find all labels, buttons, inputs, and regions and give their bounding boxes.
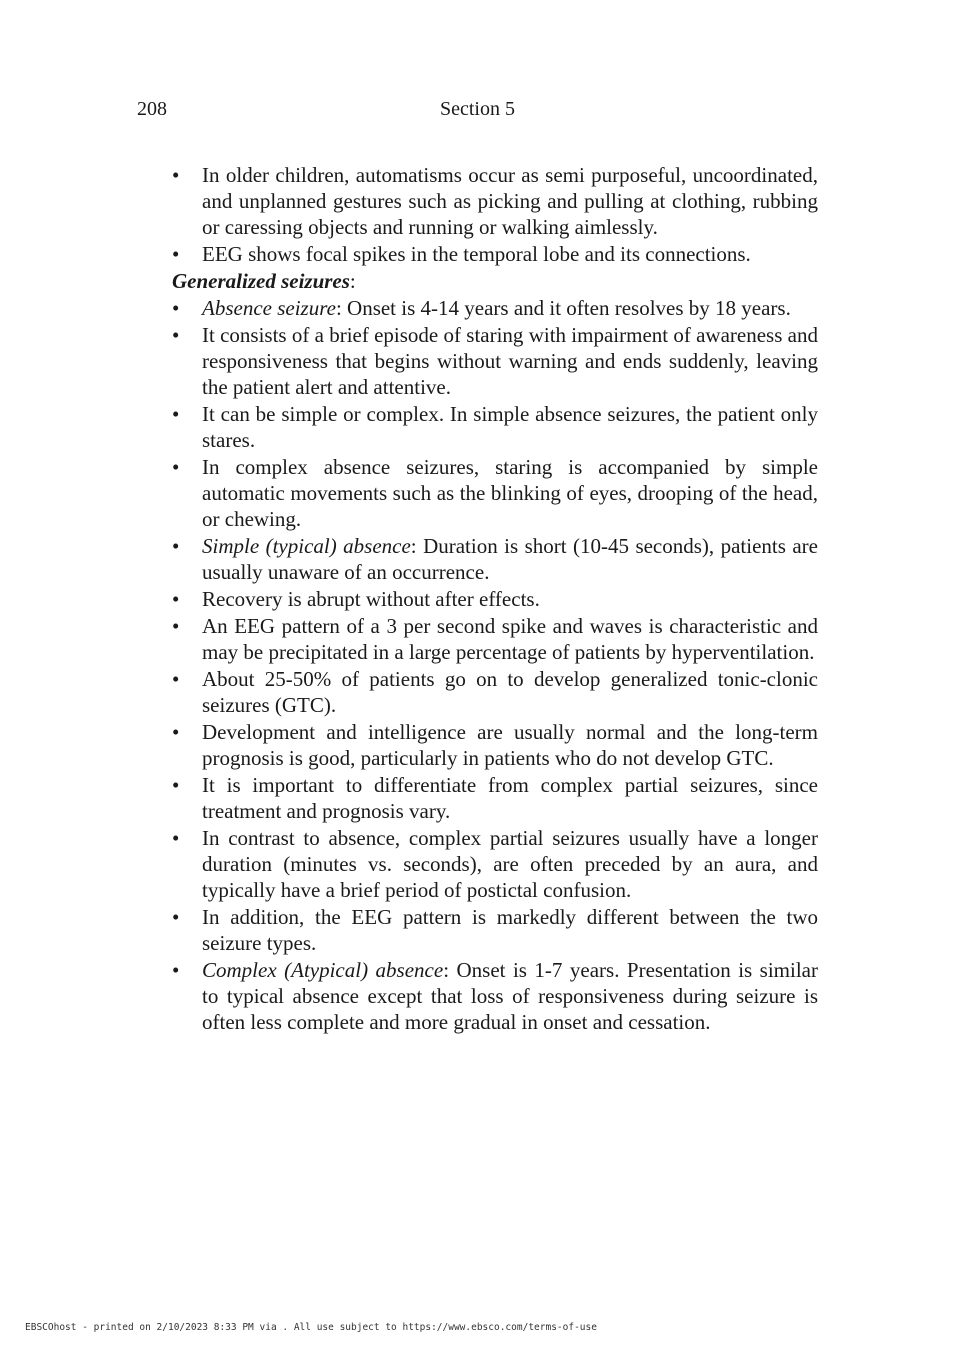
list-item (172, 322, 818, 400)
bullet-icon: • (172, 905, 180, 929)
list-item (172, 162, 818, 240)
bullet-icon: • (172, 826, 180, 850)
list-item-term: Complex (Atypical) absence (202, 958, 444, 982)
bullet-icon: • (172, 587, 180, 611)
list-item-text: : Onset is 4-14 years and it often resolves by 18 years. (335, 296, 791, 320)
bullet-icon: • (172, 720, 180, 744)
list-item (172, 666, 818, 718)
running-head: Section 5 (440, 98, 515, 120)
bullet-icon: • (172, 296, 180, 320)
list-item-text: An EEG pattern of a 3 per second spike and waves is characteristic and may be precipitated in a large percentage of patients by hyperventilation. (202, 614, 818, 664)
list-item (172, 772, 818, 824)
bullet-icon: • (172, 614, 180, 638)
list-item (172, 957, 818, 1035)
bullet-icon: • (172, 163, 180, 187)
subheading-colon: : (349, 269, 356, 293)
subheading-text: Generalized seizures (172, 269, 350, 293)
list-item (172, 401, 818, 453)
list-item-text: EEG shows focal spikes in the temporal lobe and its connections. (202, 242, 751, 266)
list-item-text: Recovery is abrupt without after effects. (202, 587, 540, 611)
list-item-text: It consists of a brief episode of staring with impairment of awareness and responsiveness that begins without warning and ends suddenly, leaving the patient alert and attentive. (202, 323, 818, 399)
list-item-text: In addition, the EEG pattern is markedly different between the two seizure types. (202, 905, 818, 955)
bullet-icon: • (172, 455, 180, 479)
list-item (172, 454, 818, 532)
list-item (172, 295, 818, 321)
bullet-icon: • (172, 242, 180, 266)
bullet-list-generalized-seizures (172, 295, 818, 1035)
bullet-icon: • (172, 773, 180, 797)
bullet-icon: • (172, 323, 180, 347)
list-item (172, 825, 818, 903)
page-number: 208 (137, 98, 167, 120)
bullet-icon: • (172, 667, 180, 691)
page-body (172, 162, 818, 1036)
list-item-term: Absence seizure (202, 296, 336, 320)
list-item-text: In complex absence seizures, staring is accompanied by simple automatic movements such as the blinking of eyes, drooping of the head, or chewing. (202, 455, 818, 531)
list-item-text: In older children, automatisms occur as semi purposeful, uncoordinated, and unplanned gestures such as picking and pulling at clothing, rubbing or caressing objects and running or walking aimlessly. (202, 163, 818, 239)
list-item (172, 613, 818, 665)
list-item-text: Development and intelligence are usually normal and the long-term prognosis is good, particularly in patients who do not develop GTC. (202, 720, 818, 770)
bullet-icon: • (172, 958, 180, 982)
list-item (172, 586, 818, 612)
bullet-icon: • (172, 402, 180, 426)
list-item (172, 719, 818, 771)
bullet-icon: • (172, 534, 180, 558)
bullet-list-automatisms (172, 162, 818, 267)
list-item (172, 533, 818, 585)
list-item-text: It can be simple or complex. In simple absence seizures, the patient only stares. (202, 402, 818, 452)
list-item (172, 904, 818, 956)
list-item-text: It is important to differentiate from complex partial seizures, since treatment and prognosis vary. (202, 773, 818, 823)
list-item (172, 241, 818, 267)
print-footer: EBSCOhost - printed on 2/10/2023 8:33 PM via . All use subject to https://www.ebsco.com/terms-of-use (25, 1322, 597, 1333)
list-item-term: Simple (typical) absence (202, 534, 411, 558)
list-item-text: In contrast to absence, complex partial seizures usually have a longer duration (minutes vs. seconds), are often preceded by an aura, and typically have a brief period of postictal confusion. (202, 826, 818, 902)
section-subheading (172, 268, 818, 294)
list-item-text: About 25-50% of patients go on to develop generalized tonic-clonic seizures (GTC). (202, 667, 818, 717)
list-item-text: : Duration is short (10-45 seconds), patients are usually unaware of an occurrence. (202, 534, 818, 584)
list-item-text: : Onset is 1-7 years. Presentation is similar to typical absence except that loss of responsiveness during seizure is often less complete and more gradual in onset and cessation. (202, 958, 818, 1034)
